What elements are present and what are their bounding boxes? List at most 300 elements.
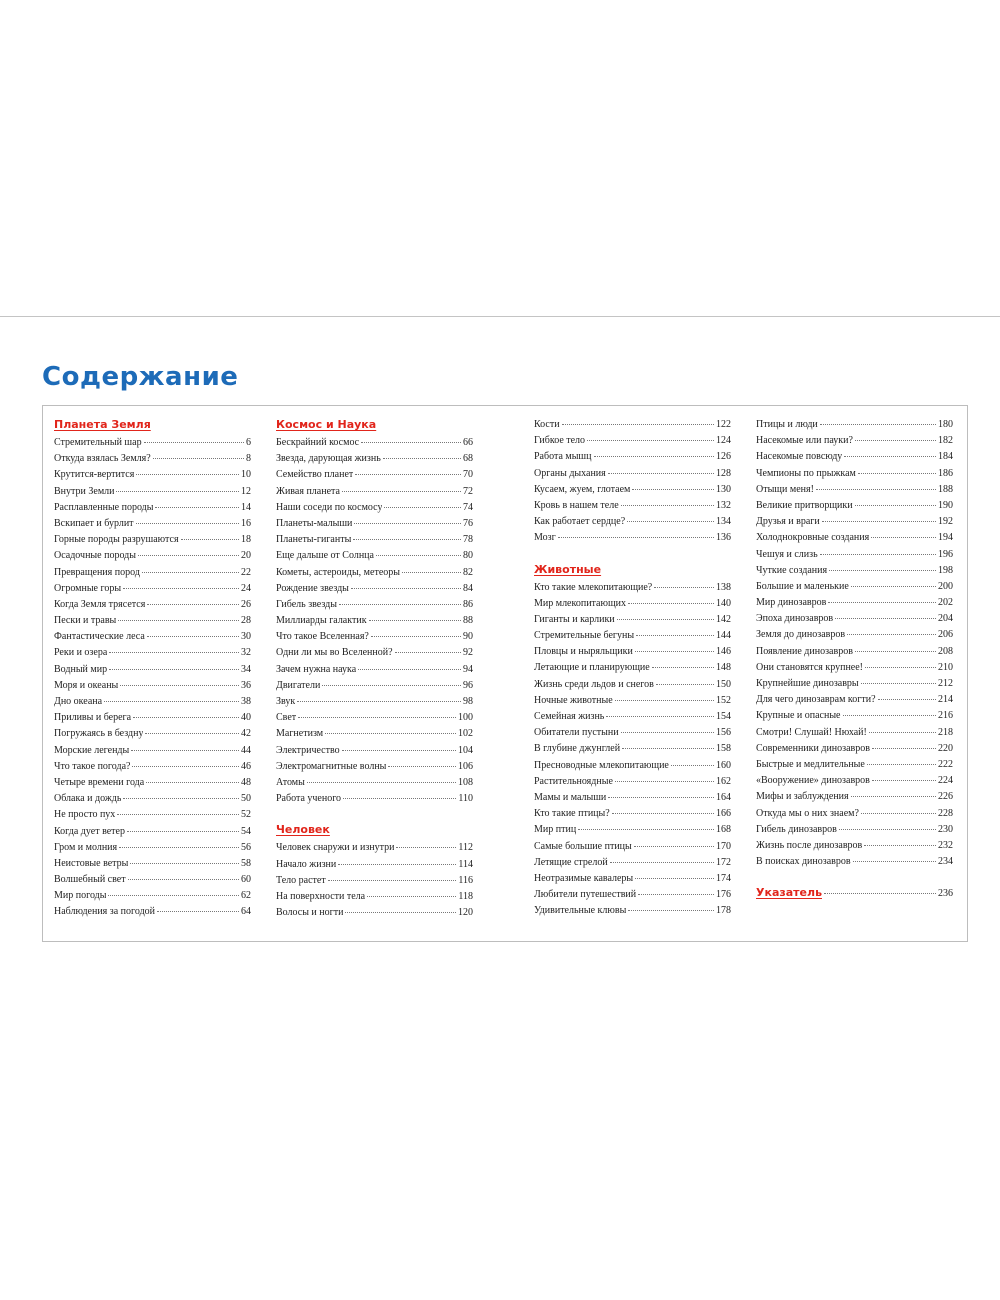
toc-entry[interactable] [276, 873, 473, 889]
toc-entry-title: Летающие и планирующие [534, 662, 650, 674]
toc-page-number: 70 [463, 469, 473, 481]
toc-entry[interactable] [276, 435, 473, 451]
toc-entry[interactable] [534, 644, 731, 660]
toc-entry-title: Живая планета [276, 485, 340, 497]
toc-page-number: 202 [938, 597, 953, 609]
toc-entry[interactable] [534, 822, 731, 838]
toc-entry-title: Земля до динозавров [756, 629, 846, 641]
toc-entry[interactable] [756, 466, 953, 482]
toc-page-number: 146 [716, 646, 731, 658]
toc-page-number: 166 [716, 808, 731, 820]
leader-dots [627, 520, 714, 522]
leader-dots [828, 601, 936, 603]
toc-entry-title: Кровь в нашем теле [534, 499, 619, 511]
toc-page-number: 214 [938, 694, 953, 706]
toc-page-number: 216 [938, 710, 953, 722]
toc-page-number: 178 [716, 905, 731, 917]
toc-entry[interactable] [534, 433, 731, 449]
toc-entry-title: Стремительные бегуны [534, 630, 635, 642]
toc-entry[interactable] [54, 743, 251, 759]
leader-dots [376, 554, 461, 556]
toc-entry[interactable] [534, 449, 731, 465]
leader-dots [328, 879, 457, 881]
toc-column-3 [534, 417, 731, 919]
leader-dots [146, 781, 239, 783]
toc-page-number: 218 [938, 726, 953, 738]
toc-page-number: 76 [463, 517, 473, 529]
toc-entry[interactable] [534, 482, 731, 498]
toc-column-1 [54, 417, 251, 921]
toc-page-number: 170 [716, 840, 731, 852]
toc-entry-title: Наблюдения за погодой [54, 906, 156, 918]
toc-entry[interactable] [534, 887, 731, 903]
toc-entry[interactable] [534, 677, 731, 693]
toc-page-number: 8 [246, 453, 251, 465]
toc-entry[interactable] [54, 484, 251, 500]
toc-entry-title: Неистовые ветры [54, 857, 129, 869]
toc-entry[interactable] [276, 759, 473, 775]
toc-entry[interactable] [276, 857, 473, 873]
leader-dots [342, 490, 461, 492]
toc-entry[interactable] [276, 581, 473, 597]
toc-page-number: 136 [716, 532, 731, 544]
leader-dots [338, 863, 456, 865]
leader-dots [369, 619, 461, 621]
toc-entry[interactable] [54, 565, 251, 581]
toc-entry[interactable] [534, 417, 731, 433]
toc-entry-title: Одни ли мы во Вселенной? [276, 647, 393, 659]
toc-page-number: 152 [716, 694, 731, 706]
leader-dots [656, 683, 714, 685]
leader-dots [342, 749, 456, 751]
toc-column-4 [756, 417, 953, 901]
toc-entry[interactable] [276, 451, 473, 467]
toc-entry-title: Пески и травы [54, 615, 117, 627]
toc-entry[interactable] [756, 708, 953, 724]
toc-page-number: 74 [463, 501, 473, 513]
leader-dots [824, 892, 936, 894]
toc-entry-title: Четыре времени года [54, 776, 145, 788]
toc-entry-title: Что такое погода? [54, 760, 131, 772]
toc-entry[interactable] [276, 840, 473, 856]
toc-entry-title: «Вооружение» динозавров [756, 775, 870, 787]
toc-entry[interactable] [534, 612, 731, 628]
leader-dots [858, 472, 936, 474]
toc-page-number: 102 [458, 728, 473, 740]
toc-entry[interactable] [534, 871, 731, 887]
toc-entry-title: Звук [276, 696, 296, 707]
toc-entry-title: Удивительные клювы [534, 905, 627, 917]
leader-dots [298, 716, 456, 718]
section-list-human-cont [534, 417, 731, 547]
leader-dots [118, 619, 239, 621]
leader-dots [612, 812, 714, 814]
toc-entry[interactable] [54, 726, 251, 742]
toc-entry[interactable] [54, 613, 251, 629]
toc-entry[interactable] [534, 709, 731, 725]
toc-entry-title: Мир динозавров [756, 597, 827, 609]
leader-dots [142, 571, 239, 573]
toc-entry-title: Насекомые или пауки? [756, 435, 853, 447]
toc-entry-title: Кометы, астероиды, метеоры [276, 566, 400, 578]
toc-entry[interactable] [54, 532, 251, 548]
toc-entry[interactable] [756, 854, 953, 870]
toc-page-number: 96 [463, 679, 473, 691]
toc-page-number: 72 [463, 485, 473, 497]
toc-entry[interactable] [276, 889, 473, 905]
toc-entry[interactable] [276, 629, 473, 645]
toc-entry-title: Кусаем, жуем, глотаем [534, 483, 631, 495]
toc-entry[interactable] [756, 482, 953, 498]
toc-entry-title: Когда Земля трясется [54, 598, 146, 610]
leader-dots [367, 895, 456, 897]
toc-entry[interactable] [756, 498, 953, 514]
toc-entry[interactable] [276, 565, 473, 581]
toc-entry[interactable] [756, 676, 953, 692]
toc-entry-title: Чешуя и слизь [756, 548, 818, 560]
leader-dots [354, 522, 461, 524]
toc-entry[interactable] [756, 449, 953, 465]
toc-entry-title: Отыщи меня! [756, 483, 814, 495]
toc-entry[interactable] [534, 903, 731, 919]
toc-entry[interactable] [276, 710, 473, 726]
toc-page-number: 62 [241, 890, 251, 902]
leader-dots [128, 878, 239, 880]
leader-dots [123, 587, 239, 589]
section-title-animals: Животные [534, 562, 602, 576]
toc-page-number: 208 [938, 645, 953, 657]
toc-entry[interactable] [756, 725, 953, 741]
toc-entry[interactable] [276, 791, 473, 807]
toc-entry[interactable] [54, 662, 251, 678]
toc-entry[interactable] [756, 773, 953, 789]
toc-entry[interactable] [534, 741, 731, 757]
leader-dots [145, 732, 239, 734]
toc-page-number: 128 [716, 467, 731, 479]
toc-entry-title: Что такое Вселенная? [276, 631, 369, 643]
toc-page-number: 46 [241, 760, 251, 772]
toc-entry[interactable] [54, 516, 251, 532]
toc-entry[interactable] [756, 579, 953, 595]
toc-page-number: 14 [241, 501, 251, 513]
section-title-index: Указатель [756, 886, 823, 900]
toc-entry[interactable] [54, 645, 251, 661]
toc-entry-title: Смотри! Слушай! Нюхай! [756, 726, 867, 738]
toc-entry[interactable] [54, 678, 251, 694]
leader-dots [131, 749, 239, 751]
toc-entry-title: Зачем нужна наука [276, 663, 357, 675]
leader-dots [127, 830, 239, 832]
toc-entry[interactable] [756, 644, 953, 660]
toc-page-number: 132 [716, 499, 731, 511]
toc-entry-title: Тело растет [276, 874, 326, 886]
toc-entry[interactable] [276, 662, 473, 678]
toc-entry[interactable] [276, 775, 473, 791]
toc-entry[interactable] [54, 548, 251, 564]
leader-dots [861, 682, 936, 684]
toc-entry[interactable] [54, 500, 251, 516]
leader-dots [861, 812, 936, 814]
toc-page-number: 20 [241, 550, 251, 562]
toc-page-number: 180 [938, 419, 953, 430]
toc-page-number: 140 [716, 597, 731, 609]
toc-entry-title: Волшебный свет [54, 874, 126, 886]
toc-page-number: 28 [241, 615, 251, 627]
toc-entry[interactable] [534, 758, 731, 774]
toc-page-number: 198 [938, 564, 953, 576]
toc-entry[interactable] [534, 790, 731, 806]
toc-page-number: 182 [938, 435, 953, 447]
toc-entry[interactable] [276, 743, 473, 759]
toc-entry-title: Самые большие птицы [534, 840, 632, 852]
toc-entry-title: Кто такие млекопитающие? [534, 581, 653, 593]
toc-page-number: 230 [938, 823, 953, 835]
toc-entry[interactable] [54, 904, 251, 920]
toc-entry[interactable] [54, 435, 251, 451]
toc-entry-title: Моря и океаны [54, 679, 119, 691]
toc-entry[interactable] [276, 726, 473, 742]
toc-page-number: 124 [716, 435, 731, 447]
toc-entry[interactable] [756, 692, 953, 708]
toc-entry[interactable] [54, 710, 251, 726]
toc-entry[interactable] [756, 595, 953, 611]
toc-entry[interactable] [54, 759, 251, 775]
toc-entry[interactable] [534, 693, 731, 709]
leader-dots [119, 846, 239, 848]
leader-dots [147, 635, 239, 637]
toc-page-number: 90 [463, 631, 473, 643]
toc-entry-title: Атомы [276, 776, 305, 788]
leader-dots [361, 441, 461, 443]
toc-entry[interactable] [756, 741, 953, 757]
toc-page-number: 92 [463, 647, 473, 659]
toc-entry[interactable] [756, 547, 953, 563]
leader-dots [628, 909, 714, 911]
toc-entry[interactable] [54, 856, 251, 872]
toc-page-number: 10 [241, 469, 251, 481]
toc-page-number: 88 [463, 615, 473, 627]
leader-dots [851, 585, 936, 587]
toc-entry[interactable] [54, 581, 251, 597]
leader-dots [402, 571, 461, 573]
toc-page-number: 50 [241, 793, 251, 805]
toc-entry[interactable] [54, 775, 251, 791]
leader-dots [351, 587, 461, 589]
toc-entry[interactable] [54, 872, 251, 888]
leader-dots [855, 504, 936, 506]
toc-page-number: 12 [241, 485, 251, 497]
toc-entry[interactable] [756, 627, 953, 643]
leader-dots [632, 488, 714, 490]
toc-entry-title: Огромные горы [54, 582, 122, 594]
toc-page-number: 38 [241, 696, 251, 707]
leader-dots [325, 732, 456, 734]
toc-page-number: 150 [716, 678, 731, 690]
leader-dots [872, 779, 936, 781]
toc-entry[interactable] [756, 514, 953, 530]
leader-dots [636, 634, 714, 636]
toc-entry[interactable] [756, 417, 953, 433]
toc-entry-title: Миллиарды галактик [276, 615, 367, 627]
toc-entry[interactable] [756, 611, 953, 627]
toc-entry[interactable] [276, 645, 473, 661]
toc-entry[interactable] [756, 806, 953, 822]
toc-entry[interactable] [276, 467, 473, 483]
toc-entry-index[interactable] [756, 885, 953, 901]
toc-page-number: 176 [716, 889, 731, 901]
toc-entry[interactable] [534, 596, 731, 612]
toc-entry-title: Когда дует ветер [54, 825, 125, 837]
toc-entry[interactable] [534, 855, 731, 871]
toc-entry[interactable] [276, 516, 473, 532]
toc-entry[interactable] [756, 530, 953, 546]
toc-entry[interactable] [534, 806, 731, 822]
toc-entry-title: Приливы и берега [54, 712, 132, 724]
leader-dots [578, 828, 714, 830]
toc-entry[interactable] [534, 628, 731, 644]
toc-entry[interactable] [276, 500, 473, 516]
leader-dots [371, 635, 461, 637]
leader-dots [138, 554, 239, 556]
leader-dots [634, 845, 714, 847]
toc-page-number: 164 [716, 791, 731, 803]
toc-page-number: 98 [463, 696, 473, 707]
toc-page-number: 158 [716, 743, 731, 755]
toc-entry[interactable] [54, 791, 251, 807]
toc-page-number: 234 [938, 856, 953, 868]
toc-entry[interactable] [534, 839, 731, 855]
toc-entry-title: Звезда, дарующая жизнь [276, 453, 381, 465]
toc-page-number: 186 [938, 467, 953, 479]
toc-page-number: 82 [463, 566, 473, 578]
toc-page-number: 44 [241, 744, 251, 756]
toc-page-number: 184 [938, 451, 953, 463]
toc-entry[interactable] [54, 629, 251, 645]
toc-entry[interactable] [534, 774, 731, 790]
leader-dots [608, 796, 714, 798]
toc-entry[interactable] [534, 498, 731, 514]
toc-entry[interactable] [756, 660, 953, 676]
toc-entry[interactable] [276, 613, 473, 629]
toc-entry-title: Семейная жизнь [534, 711, 605, 722]
toc-entry-title: Семейство планет [276, 469, 354, 481]
toc-entry[interactable] [276, 694, 473, 710]
toc-entry[interactable] [534, 530, 731, 546]
toc-page-number: 84 [463, 582, 473, 594]
toc-page-number: 52 [241, 809, 251, 821]
toc-page-number: 138 [716, 581, 731, 593]
toc-entry-title: Они становятся крупнее! [756, 661, 864, 673]
toc-entry[interactable] [756, 822, 953, 838]
toc-page-number: 188 [938, 483, 953, 495]
toc-page-number: 94 [463, 663, 473, 675]
toc-entry[interactable] [534, 514, 731, 530]
toc-page-number: 42 [241, 728, 251, 740]
toc-entry[interactable] [276, 678, 473, 694]
leader-dots [297, 700, 461, 702]
toc-entry-title: Наши соседи по космосу [276, 501, 383, 513]
toc-entry-title: Дно океана [54, 696, 103, 707]
toc-page-number: 222 [938, 758, 953, 770]
toc-page-number: 22 [241, 566, 251, 578]
toc-page-number: 116 [458, 874, 473, 886]
leader-dots [147, 603, 239, 605]
toc-entry[interactable] [54, 807, 251, 823]
leader-dots [133, 716, 239, 718]
toc-entry[interactable] [756, 563, 953, 579]
toc-entry-title: Пловцы и ныряльщики [534, 646, 633, 658]
toc-entry[interactable] [54, 840, 251, 856]
toc-entry-title: Электричество [276, 744, 340, 756]
section-title-human: Человек [276, 823, 330, 837]
toc-entry[interactable] [534, 660, 731, 676]
leader-dots [851, 795, 936, 797]
toc-entry[interactable] [534, 466, 731, 482]
toc-page-number: 112 [458, 842, 473, 854]
toc-entry-title: Свет [276, 712, 297, 724]
toc-page-number: 190 [938, 499, 953, 511]
leader-dots [671, 764, 714, 766]
toc-entry-title: Летящие стрелой [534, 856, 608, 868]
toc-entry-title: Любители путешествий [534, 889, 637, 901]
toc-entry-title: Для чего динозаврам когти? [756, 694, 876, 706]
toc-entry[interactable] [54, 824, 251, 840]
section-list-animals-cont [756, 417, 953, 870]
toc-page-number: 110 [458, 793, 473, 805]
toc-entry-title: Гром и молния [54, 841, 118, 853]
toc-entry-title: Мифы и заблуждения [756, 791, 849, 803]
toc-entry[interactable] [54, 888, 251, 904]
toc-entry[interactable] [276, 548, 473, 564]
toc-page-number: 224 [938, 775, 953, 787]
toc-page-number: 58 [241, 857, 251, 869]
leader-dots [878, 698, 936, 700]
toc-entry[interactable] [54, 597, 251, 613]
leader-dots [383, 457, 461, 459]
toc-entry[interactable] [276, 484, 473, 500]
leader-dots [865, 666, 936, 668]
toc-page-number: 78 [463, 534, 473, 546]
toc-entry[interactable] [534, 580, 731, 596]
toc-entry[interactable] [756, 789, 953, 805]
toc-entry[interactable] [756, 433, 953, 449]
toc-entry[interactable] [54, 451, 251, 467]
leader-dots [116, 490, 239, 492]
toc-entry[interactable] [276, 905, 473, 921]
toc-entry[interactable] [756, 757, 953, 773]
toc-entry[interactable] [276, 532, 473, 548]
toc-entry[interactable] [534, 725, 731, 741]
leader-dots [343, 797, 456, 799]
leader-dots [855, 650, 936, 652]
toc-entry[interactable] [276, 597, 473, 613]
toc-page-number: 172 [716, 856, 731, 868]
page-title: Содержание [42, 362, 239, 392]
toc-entry[interactable] [756, 838, 953, 854]
leader-dots [120, 684, 239, 686]
toc-entry[interactable] [54, 467, 251, 483]
toc-entry[interactable] [54, 694, 251, 710]
toc-page-number: 162 [716, 775, 731, 787]
leader-dots [355, 473, 461, 475]
leader-dots [621, 504, 714, 506]
leader-dots [635, 877, 714, 879]
toc-page-number: 16 [241, 517, 251, 529]
toc-entry-title: Планеты-гиганты [276, 534, 352, 546]
toc-page-number: 226 [938, 791, 953, 803]
toc-page-number: 204 [938, 613, 953, 625]
toc-entry-title: Планеты-малыши [276, 517, 353, 529]
